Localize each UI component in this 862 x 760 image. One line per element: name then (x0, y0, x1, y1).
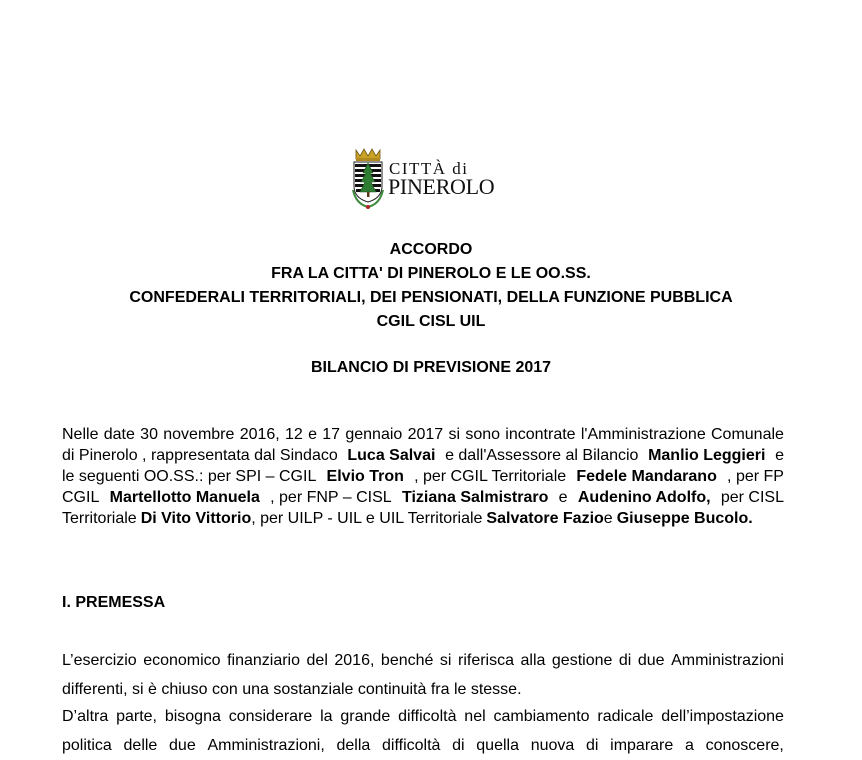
mayor-name: Luca Salvai (347, 447, 436, 464)
premessa-paragraph-1 (62, 646, 784, 704)
premessa-p2-line-2: politica delle due Amministrazioni, della difficoltà di quella nuova di imparare a conoscere, (62, 737, 784, 754)
premessa-p1-line-2: differenti, si è chiuso con una sostanziale continuità fra le stesse. (62, 681, 522, 698)
section-title-premessa: I. PREMESSA (62, 594, 166, 611)
intro-line-3: le seguenti OO.SS.: per SPI – CGIL Elvio Tron , per CGIL Territoriale Fedele Mandarano , per FP (62, 468, 784, 485)
heading-line-1: ACCORDO (389, 241, 473, 258)
agreement-subtitle (0, 356, 862, 380)
subtitle-line: BILANCIO DI PREVISIONE 2017 (310, 359, 552, 376)
agreement-heading (0, 238, 862, 334)
premessa-p2-line-1: D’altra parte, bisogna considerare la grande difficoltà nel cambiamento radicale dell’impostazione (62, 708, 784, 725)
assessor-name: Manlio Leggieri (648, 447, 766, 464)
heading-line-4: CGIL CISL UIL (376, 313, 486, 330)
logo-text-pinerolo: PINEROLO (388, 174, 495, 199)
city-logo (348, 146, 508, 212)
intro-line-5: Territoriale Di Vito Vittorio , per UILP - UIL e UIL Territoriale Salvatore Fazio e Giuseppe Bucolo. (62, 510, 753, 527)
premessa-paragraph-2 (62, 702, 784, 760)
heading-line-2: FRA LA CITTA' DI PINEROLO E LE OO.SS. (271, 265, 591, 282)
coat-of-arms-icon (348, 146, 388, 210)
intro-line-1: Nelle date 30 novembre 2016, 12 e 17 gennaio 2017 si sono incontrate l'Amministrazione Comunale (62, 426, 784, 443)
premessa-p1-line-1: L’esercizio economico finanziario del 2016, benché si riferisca alla gestione di due Amministrazioni (62, 652, 784, 669)
intro-paragraph (62, 424, 784, 529)
intro-line-4: CGIL Martellotto Manuela , per FNP – CISL Tiziana Salmistraro e Audenino Adolfo, per CISL (62, 489, 784, 506)
intro-line-2: di Pinerolo , rappresentata dal Sindaco Luca Salvai e dall'Assessore al Bilancio Manlio Leggieri e (62, 447, 784, 464)
heading-line-3: CONFEDERALI TERRITORIALI, DEI PENSIONATI, DELLA FUNZIONE PUBBLICA (129, 289, 733, 306)
logo-text-citta: CITTÀ di (389, 159, 469, 178)
